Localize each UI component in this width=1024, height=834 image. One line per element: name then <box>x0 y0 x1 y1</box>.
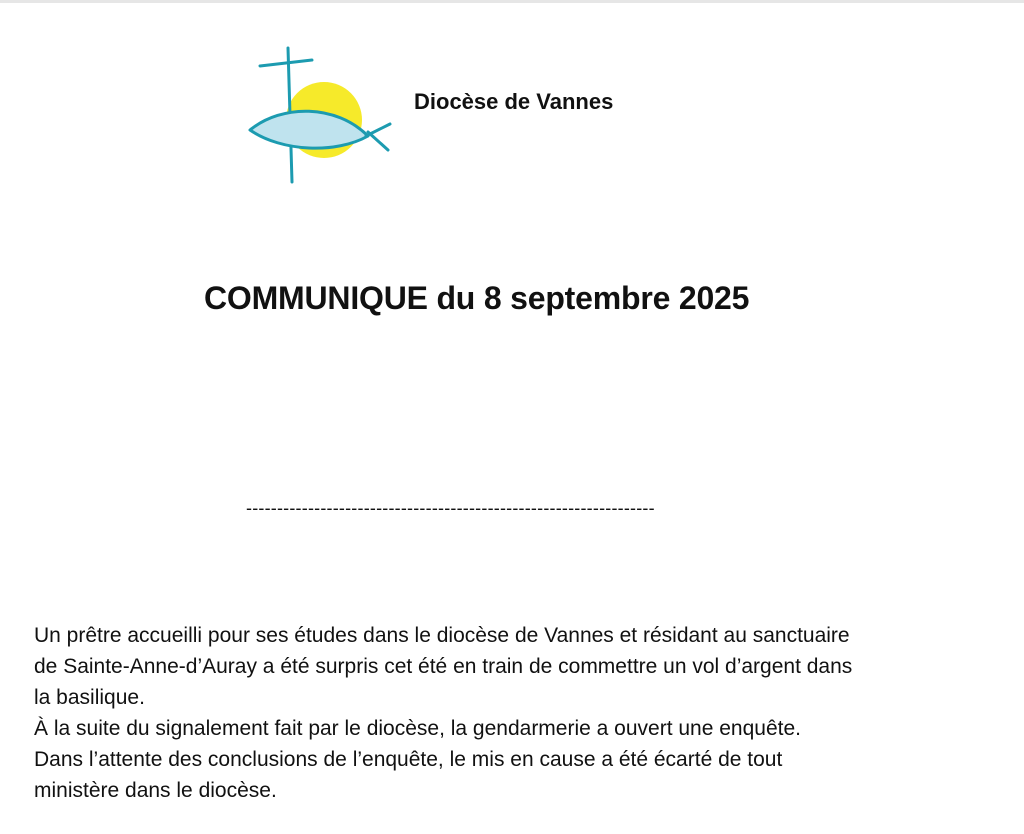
communique-body <box>34 620 994 806</box>
body-line: la basilique. <box>34 686 145 709</box>
fish-tail-lower <box>368 132 388 150</box>
top-divider <box>0 0 1024 3</box>
diocese-logo-icon <box>244 44 394 186</box>
body-line: ministère dans le diocèse. <box>34 779 277 802</box>
cross-horizontal <box>260 60 312 66</box>
body-line: de Sainte-Anne-d’Auray a été surpris cet été en train de commettre un vol d’argent dans <box>34 655 853 678</box>
body-line: À la suite du signalement fait par le diocèse, la gendarmerie a ouvert une enquête. <box>34 717 801 740</box>
body-line: Un prêtre accueilli pour ses études dans le diocèse de Vannes et résidant au sanctuaire <box>34 624 850 647</box>
communique-title: COMMUNIQUE du 8 septembre 2025 <box>204 280 750 316</box>
organization-name: Diocèse de Vannes <box>414 89 614 114</box>
dashed-separator: ------------------------------------------------------------------ <box>246 498 655 518</box>
body-line: Dans l’attente des conclusions de l’enquête, le mis en cause a été écarté de tout <box>34 748 783 771</box>
